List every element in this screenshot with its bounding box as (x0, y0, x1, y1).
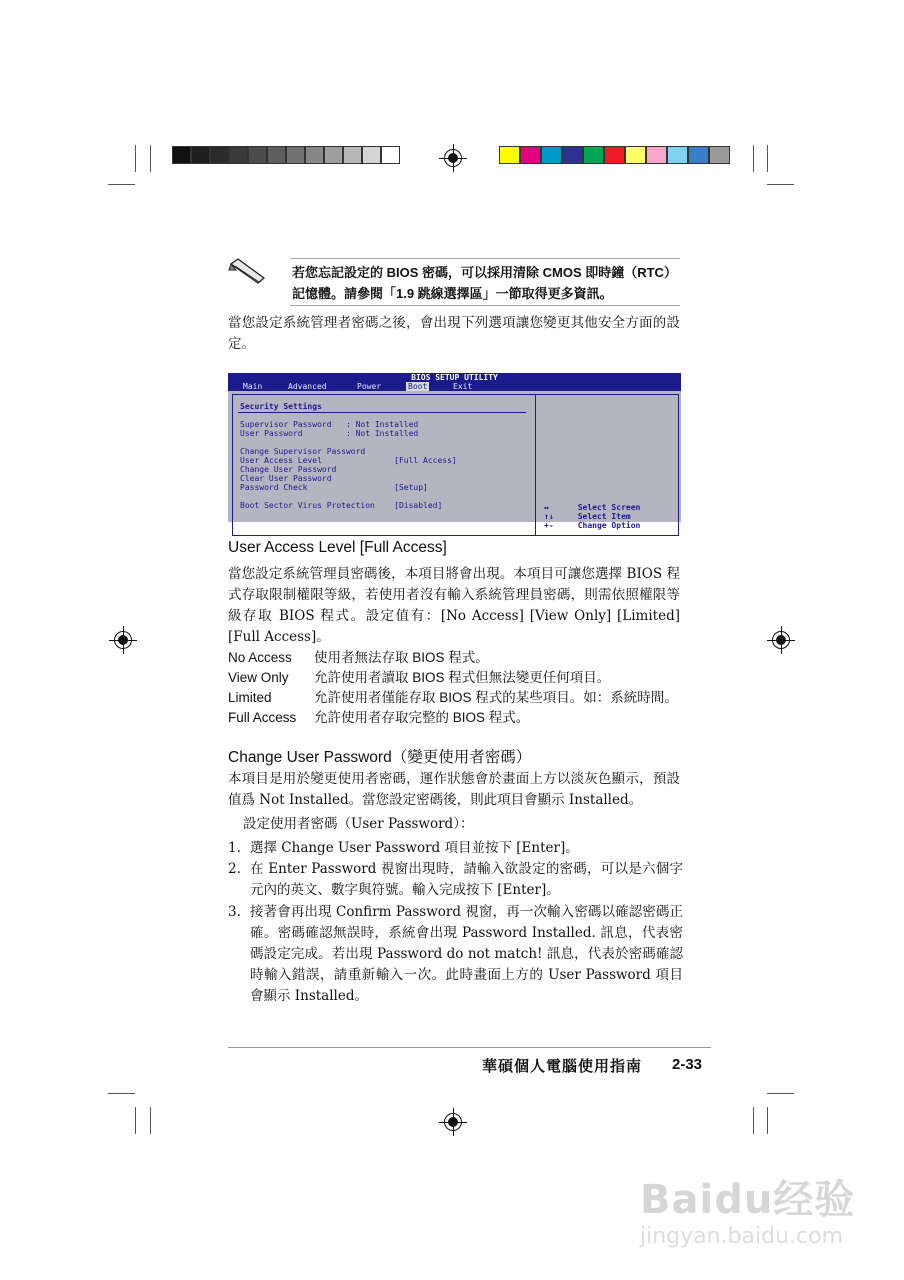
color-swatch (604, 146, 625, 164)
color-swatch (381, 146, 400, 164)
list-item-number: 3. (228, 904, 241, 920)
section2-paragraph: 本項目是用於變更使用者密碼，運作狀態會於畫面上方以淡灰色顯示，預設值爲 Not Installed。當您設定密碼後，則此項目會顯示 Installed。 (228, 771, 680, 808)
color-swatch (229, 146, 248, 164)
crop-mark (150, 1107, 151, 1134)
section-heading-user-access-level: User Access Level [Full Access] (228, 539, 447, 556)
definition-description: 使用者無法存取 BIOS 程式。 (314, 650, 489, 665)
crop-mark (150, 145, 151, 172)
definition-term: View Only (228, 670, 289, 685)
bios-tab-main: Main (243, 382, 263, 391)
registration-mark-icon (772, 631, 790, 649)
note-text: 若您忘記設定的 BIOS 密碼，可以採用清除 CMOS 即時鐘（RTC）記憶體。請參閱「1.9 跳線選擇區」一節取得更多資訊。 (292, 265, 677, 301)
definition-description: 允許使用者僅能存取 BIOS 程式的某些項目。如：系統時間。 (314, 690, 678, 705)
note-rule-bottom (290, 305, 680, 306)
watermark-url: jingyan.baidu.com (640, 1224, 844, 1249)
crop-mark (108, 184, 135, 185)
color-swatch (324, 146, 343, 164)
list-item (228, 902, 683, 1007)
crop-mark (135, 145, 136, 172)
bios-separator (238, 412, 526, 413)
color-swatch (191, 146, 210, 164)
crop-mark (767, 1107, 768, 1134)
page-number: 2-33 (672, 1056, 703, 1073)
color-swatch (646, 146, 667, 164)
color-swatch (286, 146, 305, 164)
color-swatch (541, 146, 562, 164)
color-swatch (709, 146, 730, 164)
registration-mark-icon (444, 1113, 462, 1131)
definition-term: Full Access (228, 710, 297, 725)
bios-screenshot (228, 373, 681, 530)
bios-header (228, 373, 681, 391)
list-item (228, 838, 683, 859)
color-swatch (625, 146, 646, 164)
section1-paragraph: 當您設定系統管理員密碼後，本項目將會出現。本項目可讓您選擇 BIOS 程式存取限制權限等級，若使用者沒有輸入系統管理員密碼，則需依照權限等級存取 BIOS 程式。設定值有：[No Access] [View Only] [Limited] [Full Access]。 (228, 566, 680, 645)
color-swatch (172, 146, 191, 164)
registration-mark-icon (114, 631, 132, 649)
definition-term: No Access (228, 650, 292, 665)
color-swatch (362, 146, 381, 164)
color-swatch (248, 146, 267, 164)
watermark-brand: Baidu经验 (640, 1177, 856, 1223)
definition-description: 允許使用者讀取 BIOS 程式但無法變更任何項目。 (314, 670, 611, 685)
bios-tab-boot: Boot (408, 382, 428, 391)
color-swatch (210, 146, 229, 164)
intro-paragraph: 當您設定系統管理者密碼之後，會出現下列選項讓您變更其他安全方面的設定。 (228, 315, 680, 352)
list-item-text: 選擇 Change User Password 項目並按下 [Enter]。 (250, 840, 579, 856)
color-swatch (305, 146, 324, 164)
footer-title: 華碩個人電腦使用指南 (482, 1058, 643, 1075)
list-item-number: 2. (228, 861, 241, 877)
bios-tab-advanced: Advanced (288, 382, 327, 391)
color-swatch (343, 146, 362, 164)
list-item-number: 1. (228, 840, 241, 856)
bios-rows: Supervisor Password : Not Installed User Password : Not Installed Change Supervisor Password User Access Level [Full Access] Change User Password Clear User Password Password Check [Setup] Boot Sector Virus Protection [Disabled] (240, 420, 457, 510)
color-swatch (667, 146, 688, 164)
definition-description: 允許使用者存取完整的 BIOS 程式。 (314, 710, 530, 725)
crop-mark (767, 1093, 794, 1094)
crop-mark (767, 145, 768, 172)
list-item-text: 接著會再出現 Confirm Password 視窗，再一次輸入密碼以確認密碼正確。密碼確認無誤時，系統會出現 Password Installed. 訊息，代表密碼設定完成。若出現 Password do not match! 訊息，代表於密碼確認時輸入錯誤，請重新輸入一次。此時畫面上方的 User Password 項目會顯示 Installed。 (250, 904, 683, 1004)
bios-help-keys: ↔ Select Screen ↑↓ Select Item +- Change Option (544, 503, 641, 530)
crop-mark (767, 184, 794, 185)
crop-mark (753, 1107, 754, 1134)
pencil-note-icon (228, 256, 268, 286)
list-item-text: 在 Enter Password 視窗出現時，請輸入欲設定的密碼，可以是六個字元內的英文、數字與符號。輸入完成按下 [Enter]。 (250, 861, 683, 898)
crop-mark (753, 145, 754, 172)
steps-intro: 設定使用者密碼（User Password）： (243, 816, 474, 832)
list-item (228, 859, 683, 901)
bios-section-title: Security Settings (240, 402, 322, 411)
section-heading-change-user-password: Change User Password（變更使用者密碼） (228, 749, 532, 766)
definition-term: Limited (228, 690, 272, 705)
footer-rule (228, 1047, 711, 1048)
bios-tab-exit: Exit (453, 382, 473, 391)
bios-title: BIOS SETUP UTILITY (411, 373, 498, 382)
color-swatch (267, 146, 286, 164)
color-swatch (520, 146, 541, 164)
bios-tab-power: Power (357, 382, 382, 391)
color-swatch (562, 146, 583, 164)
color-swatch (499, 146, 520, 164)
crop-mark (108, 1093, 135, 1094)
color-swatch (688, 146, 709, 164)
note-rule-top (290, 258, 680, 259)
crop-mark (135, 1107, 136, 1134)
color-swatch (583, 146, 604, 164)
registration-mark-icon (444, 149, 462, 167)
